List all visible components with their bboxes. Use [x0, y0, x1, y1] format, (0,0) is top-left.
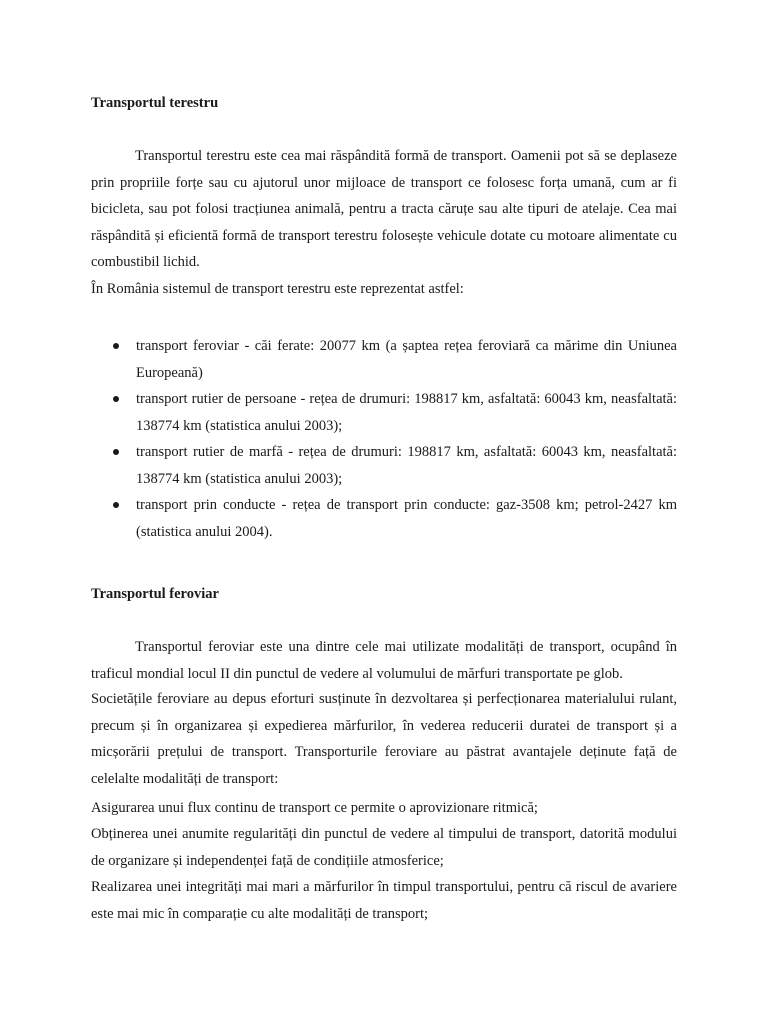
bullet-item-rutier-persoane — [91, 386, 677, 439]
bullet-dot-icon — [113, 502, 119, 508]
paragraph-romania-system: În România sistemul de transport terestru este reprezentat astfel: — [91, 281, 464, 297]
bullet-text: transport rutier de marfă - rețea de drumuri: 198817 km, asfaltată: 60043 km, neasfaltată: 138774 km (statistica anului 2003); — [136, 444, 677, 487]
bullet-item-feroviar — [91, 333, 677, 386]
bullet-text: transport rutier de persoane - rețea de drumuri: 198817 km, asfaltată: 60043 km, neasfaltată: 138774 km (statistica anului 2003); — [136, 391, 677, 434]
bullet-text: transport prin conducte - rețea de transport prin conducte: gaz-3508 km; petrol-2427 km (statistica anului 2004). — [136, 497, 677, 540]
bullet-dot-icon — [113, 396, 119, 402]
transport-bullet-list — [91, 333, 677, 545]
paragraph-regularitati: Obținerea unei anumite regularități din punctul de vedere al timpului de transport, datorită modului de organizare și independenței față de condițiile atmosferice; — [91, 826, 677, 869]
paragraph-terestru-intro: Transportul terestru este cea mai răspândită formă de transport. Oamenii pot să se deplaseze prin propriile forțe sau cu ajutorul unor mijloace de transport ce folosesc forța umană, cum ar fi bicicleta, sau pot folosi tracțiunea animală, pentru a tracta căruțe sau alte tipuri de atelaje. Cea mai răspândită și eficientă formă de transport terestru folosește vehicule dotate cu motoare alimentate cu combustibil lichid. — [91, 148, 677, 270]
bullet-item-conducte — [91, 492, 677, 545]
paragraph-societati-feroviare: Societățile feroviare au depus eforturi susținute în dezvoltarea și perfecționarea materialului rulant, precum și în organizarea și expedierea mărfurilor, în vederea reducerii duratei de transport și a micșorării prețului de transport. Transporturile feroviare au păstrat avantajele deținute față de celelalte modalități de transport: — [91, 691, 677, 787]
section-heading-transportul-feroviar: Transportul feroviar — [91, 586, 219, 602]
paragraph-feroviar-intro: Transportul feroviar este una dintre cele mai utilizate modalități de transport, ocupând în traficul mondial locul II din punctul de vedere al volumului de mărfuri transportate pe glob. — [91, 639, 677, 682]
bullet-dot-icon — [113, 449, 119, 455]
bullet-item-rutier-marfa — [91, 439, 677, 492]
paragraph-flux-continu: Asigurarea unui flux continu de transport ce permite o aprovizionare ritmică; — [91, 800, 538, 816]
section-heading-transportul-terestru: Transportul terestru — [91, 95, 219, 111]
bullet-dot-icon — [113, 343, 119, 349]
bullet-text: transport feroviar - căi ferate: 20077 km (a șaptea rețea feroviară ca mărime din Uniunea Europeană) — [136, 338, 677, 381]
paragraph-integritate: Realizarea unei integrități mai mari a mărfurilor în timpul transportului, pentru că riscul de avariere este mai mic în comparație cu alte modalități de transport; — [91, 879, 677, 922]
